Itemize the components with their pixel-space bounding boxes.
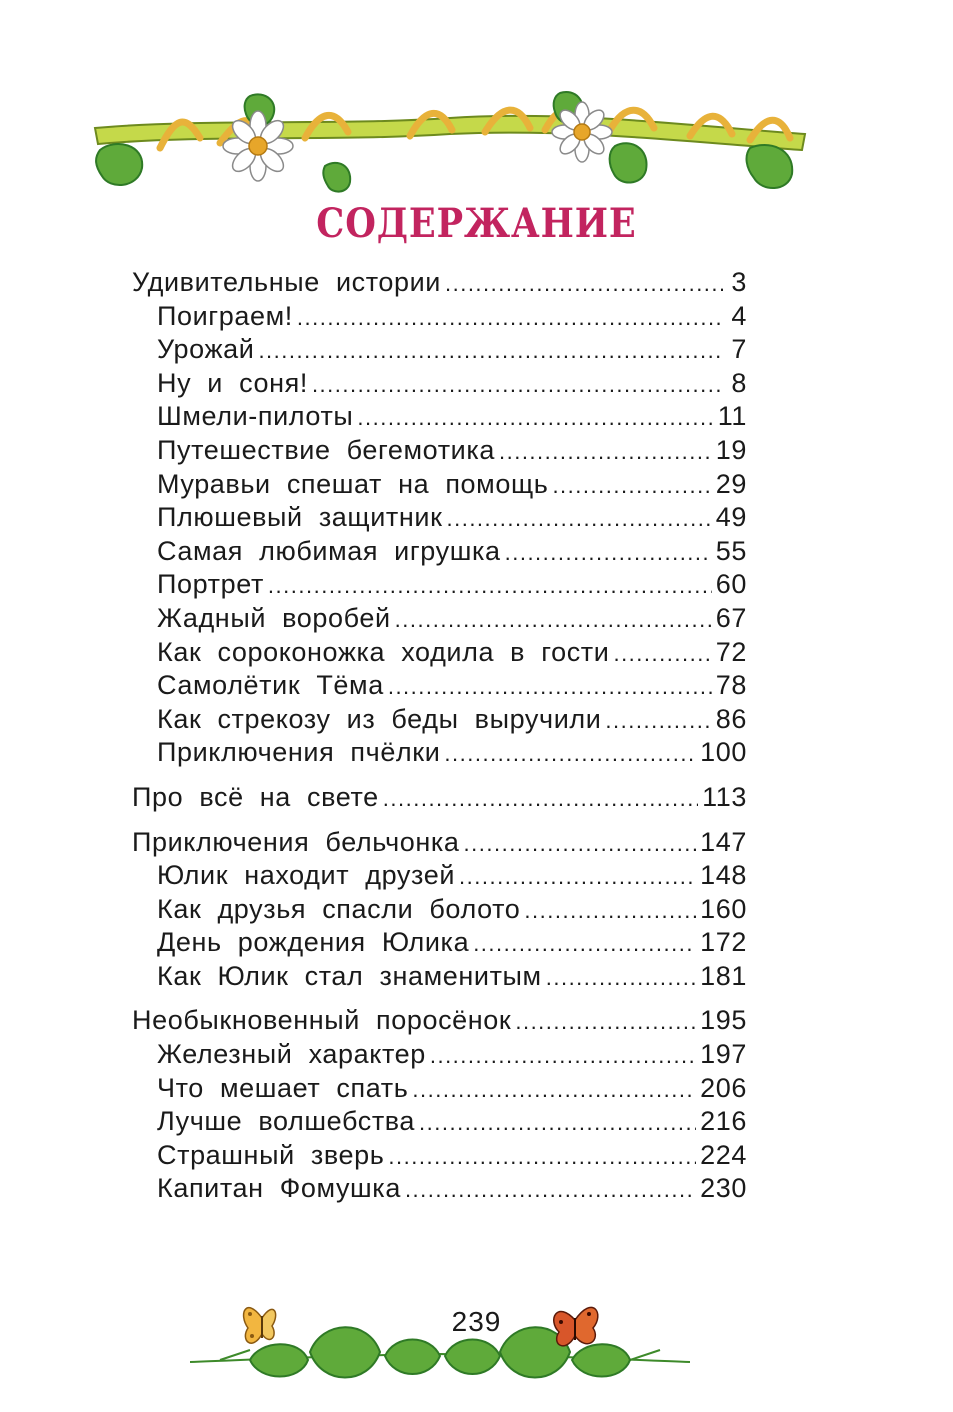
toc-entry-page: 86	[715, 703, 747, 734]
toc-entry	[132, 1072, 747, 1106]
toc-entry-title: Юлик находит друзей	[157, 860, 456, 891]
leaf-icon	[610, 143, 647, 182]
toc-entry	[132, 1004, 747, 1038]
toc-leader-dots	[499, 435, 712, 469]
toc-leader-dots	[552, 469, 711, 503]
toc-entry	[132, 926, 747, 960]
toc-entry-page: 67	[715, 602, 747, 633]
toc-entry-title: Как Юлик стал знаменитым	[157, 960, 542, 991]
toc-leader-dots	[430, 1039, 696, 1073]
toc-leader-dots	[412, 1073, 696, 1107]
toc-leader-dots	[445, 267, 723, 301]
toc-entry-page: 147	[700, 826, 747, 857]
leaf-icon	[250, 1344, 308, 1376]
toc-entry-page: 49	[715, 502, 747, 533]
toc-entry-title: Как друзья спасли болото	[157, 893, 521, 924]
toc-entry	[132, 703, 747, 737]
toc-leader-dots	[505, 536, 712, 570]
toc-entry-page: 172	[700, 927, 747, 958]
toc-leader-dots	[419, 1106, 696, 1140]
toc-entry-page: 72	[715, 636, 747, 667]
toc-leader-dots	[446, 502, 711, 536]
toc-leader-dots	[388, 1140, 696, 1174]
toc-entry	[132, 501, 747, 535]
toc-entry-page: 195	[700, 1005, 747, 1036]
toc-entry-title: Поиграем!	[157, 300, 293, 331]
toc-leader-dots	[515, 1005, 696, 1039]
toc-leader-dots	[524, 894, 696, 928]
toc-entry-title: Путешествие бегемотика	[157, 434, 495, 465]
toc-entry-page: 206	[700, 1072, 747, 1103]
toc-entry-title: Урожай	[157, 334, 255, 365]
toc-entry-page: 19	[715, 434, 747, 465]
toc-entry-title: Необыкновенный поросёнок	[132, 1005, 512, 1036]
toc-entry	[132, 300, 747, 334]
toc-entry-title: Приключения бельчонка	[132, 826, 460, 857]
toc-entry-title: Самолётик Тёма	[157, 670, 384, 701]
leaf-icon	[572, 1344, 630, 1376]
toc-entry-page: 224	[700, 1139, 747, 1170]
toc-entry	[132, 781, 747, 815]
leaf-icon	[385, 1340, 440, 1375]
toc-entry-page: 197	[700, 1039, 747, 1070]
toc-entry-page: 230	[700, 1173, 747, 1204]
toc-entry-page: 181	[700, 960, 747, 991]
toc-entry-title: Ну и соня!	[157, 367, 308, 398]
toc-entry	[132, 434, 747, 468]
page-title: СОДЕРЖАНИЕ	[316, 200, 637, 247]
leaves-butterflies-ornament-icon	[190, 1290, 690, 1390]
leaf-icon	[445, 1340, 500, 1375]
toc-entry	[132, 333, 747, 367]
toc-entry-title: Капитан Фомушка	[157, 1173, 401, 1204]
toc-entry-title: Лучше волшебства	[157, 1106, 416, 1137]
toc-entry	[132, 602, 747, 636]
toc-entry-page: 160	[700, 893, 747, 924]
toc-entry-title: Самая любимая игрушка	[157, 535, 501, 566]
toc-entry	[132, 400, 747, 434]
toc-leader-dots	[473, 927, 696, 961]
toc-entry	[132, 1105, 747, 1139]
toc-leader-dots	[546, 961, 696, 995]
toc-entry-title: День рождения Юлика	[157, 927, 470, 958]
daisy-icon	[552, 102, 612, 162]
toc-leader-dots	[297, 301, 723, 335]
toc-leader-dots	[405, 1173, 696, 1207]
toc-leader-dots	[388, 670, 712, 704]
toc-entry-title: Приключения пчёлки	[157, 737, 441, 768]
toc-leader-dots	[258, 334, 723, 368]
toc-entry	[132, 468, 747, 502]
toc-entry-page: 29	[715, 468, 747, 499]
toc-entry	[132, 1172, 747, 1206]
toc-entry	[132, 568, 747, 602]
toc-entry-title: Шмели-пилоты	[157, 401, 354, 432]
toc-entry	[132, 669, 747, 703]
toc-leader-dots	[383, 782, 698, 816]
toc-entry-title: Как сороконожка ходила в гости	[157, 636, 610, 667]
toc-entry-page: 3	[731, 267, 747, 297]
toc-entry	[132, 266, 747, 300]
toc-entry-title: Удивительные истории	[132, 267, 441, 297]
toc-entry-page: 113	[702, 781, 747, 812]
toc-entry-title: Муравьи спешат на помощь	[157, 468, 549, 499]
toc-entry-title: Портрет	[157, 569, 264, 600]
page-number: 239	[451, 1306, 502, 1337]
toc-entry-page: 11	[717, 401, 747, 432]
vine-daisy-ornament-icon	[90, 88, 810, 198]
leaf-icon	[323, 163, 350, 192]
toc-leader-dots	[444, 737, 696, 771]
toc-entry	[132, 893, 747, 927]
toc-entry-title: Про всё на свете	[132, 781, 379, 812]
toc-leader-dots	[613, 637, 711, 671]
toc-leader-dots	[395, 603, 712, 637]
toc-entry	[132, 1038, 747, 1072]
toc-entry-page: 216	[700, 1106, 747, 1137]
toc-entry	[132, 535, 747, 569]
toc-entry	[132, 859, 747, 893]
toc-entry	[132, 636, 747, 670]
toc-entry-title: Страшный зверь	[157, 1139, 385, 1170]
toc-entry-page: 55	[715, 535, 747, 566]
toc-entry-title: Железный характер	[157, 1039, 426, 1070]
toc-entry-title: Жадный воробей	[157, 602, 391, 633]
table-of-contents	[132, 266, 747, 1206]
toc-entry-page: 8	[731, 367, 747, 398]
toc-entry	[132, 736, 747, 770]
toc-entry-page: 148	[700, 860, 747, 891]
toc-entry	[132, 367, 747, 401]
toc-entry-page: 78	[715, 670, 747, 701]
toc-entry-title: Плюшевый защитник	[157, 502, 443, 533]
leaf-icon	[747, 145, 793, 188]
toc-entry-title: Что мешает спать	[157, 1072, 409, 1103]
toc-entry-page: 4	[731, 300, 747, 331]
toc-entry-page: 100	[700, 737, 747, 768]
toc-leader-dots	[605, 704, 711, 738]
toc-entry-title: Как стрекозу из беды выручили	[157, 703, 602, 734]
toc-leader-dots	[459, 860, 696, 894]
toc-entry	[132, 826, 747, 860]
toc-entry	[132, 1139, 747, 1173]
toc-entry-page: 7	[731, 334, 747, 365]
toc-entry-page: 60	[715, 569, 747, 600]
toc-leader-dots	[357, 401, 713, 435]
leaf-icon	[96, 144, 142, 185]
toc-entry	[132, 960, 747, 994]
toc-leader-dots	[312, 368, 723, 402]
toc-leader-dots	[464, 827, 697, 861]
toc-leader-dots	[268, 569, 712, 603]
